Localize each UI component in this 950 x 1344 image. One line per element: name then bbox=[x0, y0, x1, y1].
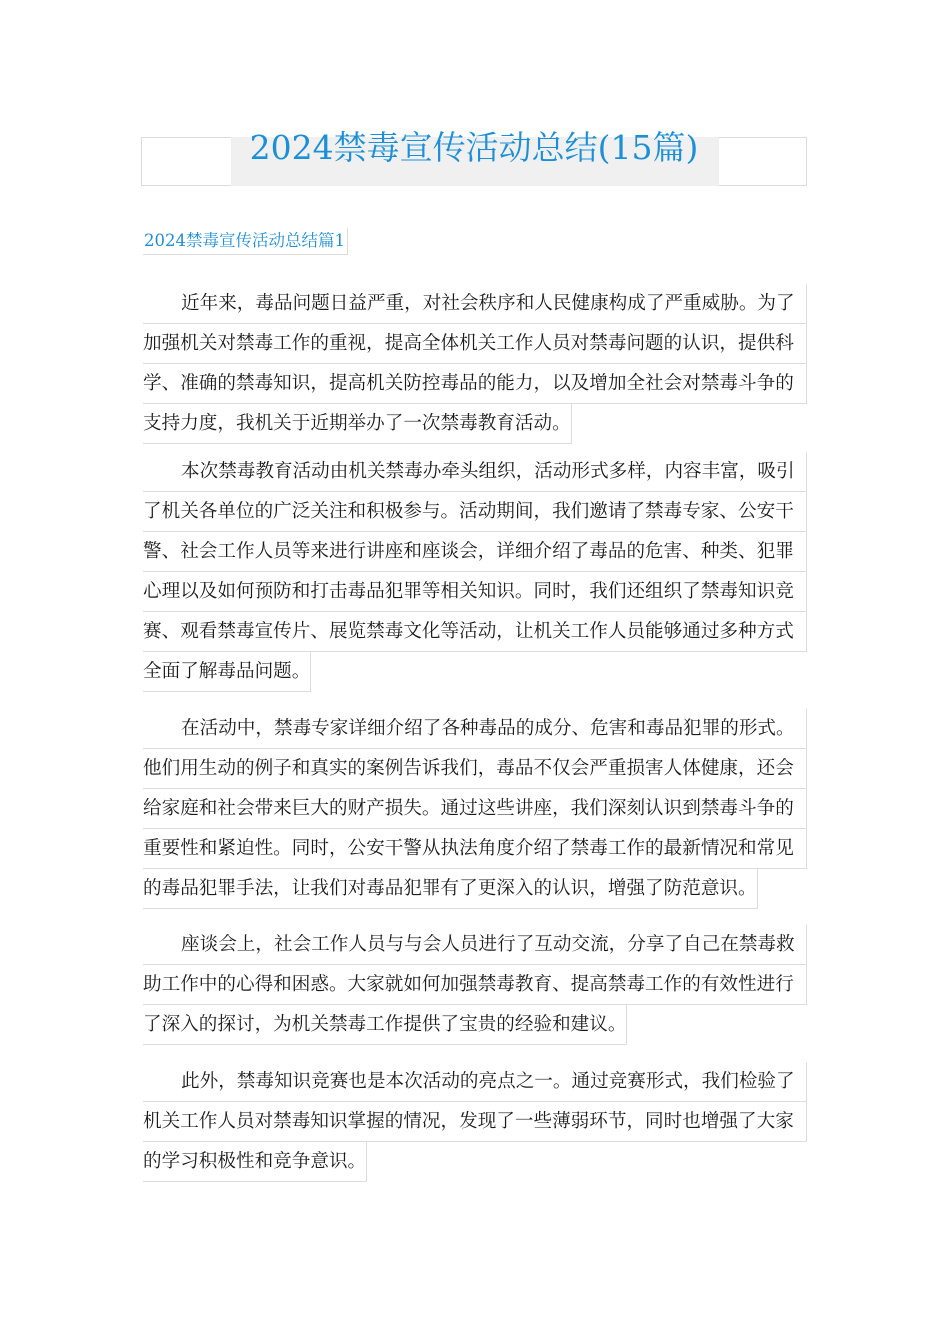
paragraph-5 bbox=[143, 1062, 807, 1186]
paragraph-2 bbox=[143, 452, 807, 696]
paragraph-line: 了机关各单位的广泛关注和积极参与。活动期间，我们邀请了禁毒专家、公安干 bbox=[143, 492, 807, 532]
paragraph-line: 他们用生动的例子和真实的案例告诉我们，毒品不仅会严重损害人体健康，还会 bbox=[143, 749, 807, 789]
paragraph-line: 给家庭和社会带来巨大的财产损失。通过这些讲座，我们深刻认识到禁毒斗争的 bbox=[143, 789, 807, 829]
paragraph-line: 近年来，毒品问题日益严重，对社会秩序和人民健康构成了严重威胁。为了 bbox=[143, 284, 807, 324]
paragraph-line: 全面了解毒品问题。 bbox=[143, 652, 311, 692]
paragraph-line: 加强机关对禁毒工作的重视，提高全体机关工作人员对禁毒问题的认识，提供科 bbox=[143, 324, 807, 364]
paragraph-3 bbox=[143, 709, 807, 913]
paragraph-line: 的学习积极性和竞争意识。 bbox=[143, 1142, 367, 1182]
paragraph-line: 座谈会上，社会工作人员与与会人员进行了互动交流，分享了自己在禁毒救 bbox=[143, 925, 807, 965]
paragraph-line: 在活动中，禁毒专家详细介绍了各种毒品的成分、危害和毒品犯罪的形式。 bbox=[143, 709, 807, 749]
paragraph-line: 助工作中的心得和困惑。大家就如何加强禁毒教育、提高禁毒工作的有效性进行 bbox=[143, 965, 807, 1005]
paragraph-4 bbox=[143, 925, 807, 1049]
section-heading: 2024禁毒宣传活动总结篇1 bbox=[143, 228, 348, 255]
paragraph-line: 机关工作人员对禁毒知识掌握的情况，发现了一些薄弱环节，同时也增强了大家 bbox=[143, 1102, 807, 1142]
paragraph-line: 赛、观看禁毒宣传片、展览禁毒文化等活动，让机关工作人员能够通过多种方式 bbox=[143, 612, 807, 652]
paragraph-line: 支持力度，我机关于近期举办了一次禁毒教育活动。 bbox=[143, 404, 572, 444]
paragraph-line: 的毒品犯罪手法，让我们对毒品犯罪有了更深入的认识，增强了防范意识。 bbox=[143, 869, 758, 909]
paragraph-line: 此外，禁毒知识竞赛也是本次活动的亮点之一。通过竞赛形式，我们检验了 bbox=[143, 1062, 807, 1102]
paragraph-line: 本次禁毒教育活动由机关禁毒办牵头组织，活动形式多样，内容丰富，吸引 bbox=[143, 452, 807, 492]
paragraph-line: 学、准确的禁毒知识，提高机关防控毒品的能力，以及增加全社会对禁毒斗争的 bbox=[143, 364, 807, 404]
paragraph-line: 了深入的探讨，为机关禁毒工作提供了宝贵的经验和建议。 bbox=[143, 1005, 627, 1045]
document-title: 2024禁毒宣传活动总结(15篇) bbox=[249, 128, 699, 167]
paragraph-line: 心理以及如何预防和打击毒品犯罪等相关知识。同时，我们还组织了禁毒知识竞 bbox=[143, 572, 807, 612]
paragraph-line: 警、社会工作人员等来进行讲座和座谈会，详细介绍了毒品的危害、种类、犯罪 bbox=[143, 532, 807, 572]
paragraph-1 bbox=[143, 284, 807, 448]
paragraph-line: 重要性和紧迫性。同时，公安干警从执法角度介绍了禁毒工作的最新情况和常见 bbox=[143, 829, 807, 869]
